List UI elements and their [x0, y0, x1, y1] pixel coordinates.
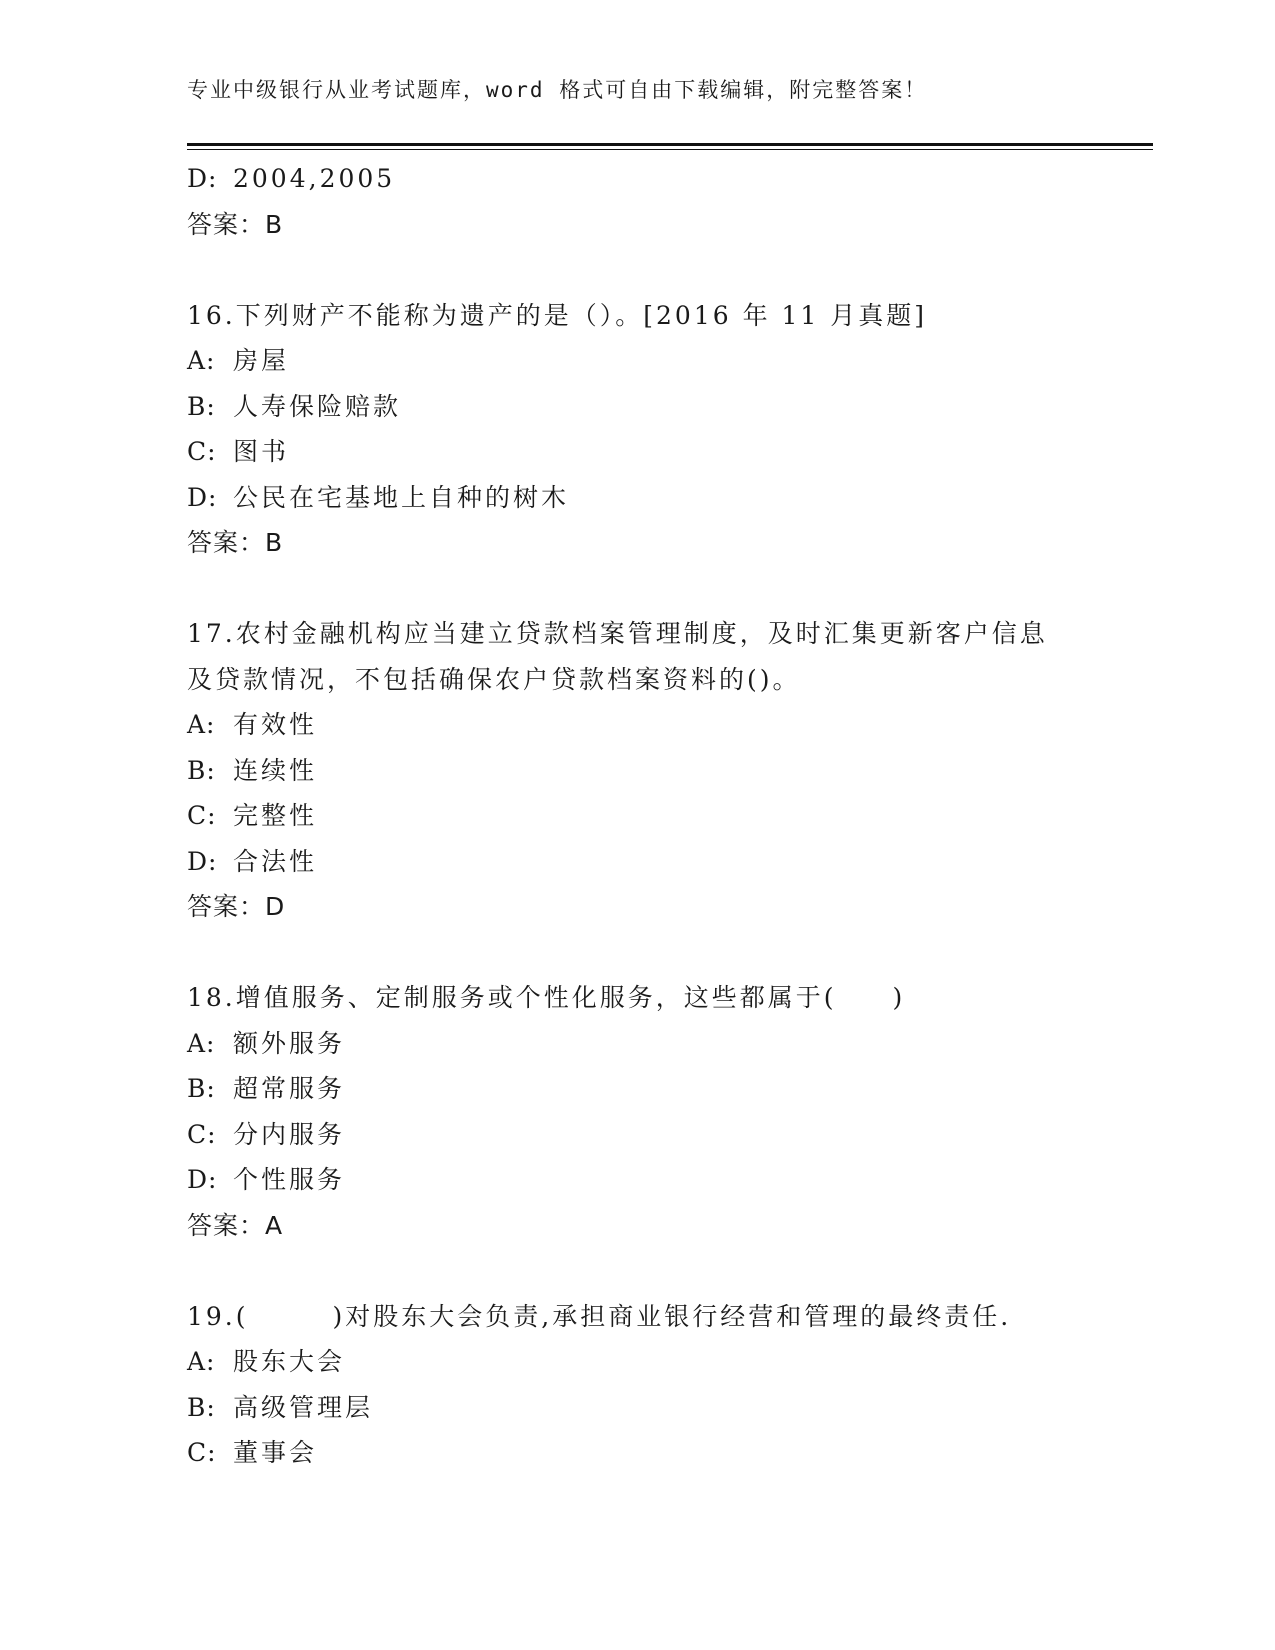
- option-text: 图书: [233, 437, 290, 466]
- option-letter: B:: [187, 1392, 216, 1422]
- option-letter: C:: [187, 801, 217, 830]
- option-letter: B:: [187, 391, 216, 421]
- option-letter: A:: [187, 346, 216, 375]
- option-row: [187, 1385, 1087, 1431]
- option-row: [187, 384, 1087, 430]
- option-letter: A:: [187, 1347, 216, 1376]
- option-text: 连续性: [233, 755, 318, 785]
- question-stem: 17.农村金融机构应当建立贷款档案管理制度，及时汇集更新客户信息: [187, 619, 1048, 648]
- option-text: 分内服务: [233, 1119, 346, 1149]
- option-row: [187, 1157, 1087, 1203]
- option-row: [187, 748, 1087, 794]
- option-row: [187, 1430, 1087, 1476]
- option-letter: C:: [187, 1119, 217, 1149]
- option-letter: C:: [187, 437, 217, 466]
- question-list: [187, 156, 1087, 1476]
- option-text: 人寿保险赔款: [233, 391, 402, 421]
- option-text: 房屋: [233, 346, 290, 375]
- option-row: [187, 1339, 1087, 1385]
- option-text: 董事会: [233, 1438, 318, 1467]
- option-letter: C:: [187, 1438, 217, 1467]
- option-text: 完整性: [233, 801, 318, 830]
- answer-line: 答案：B: [187, 209, 284, 239]
- option-letter: D:: [187, 482, 218, 512]
- option-text: 额外服务: [233, 1028, 346, 1058]
- option-letter: B:: [187, 755, 216, 785]
- question-stem: 及贷款情况，不包括确保农户贷款档案资料的()。: [187, 664, 801, 694]
- option-letter: D:: [187, 846, 218, 876]
- page-header: 专业中级银行从业考试题库，word 格式可自由下载编辑，附完整答案！: [187, 78, 928, 102]
- spacer: [187, 930, 1087, 976]
- option-row: [187, 839, 1087, 885]
- option-row: [187, 702, 1087, 748]
- spacer: [187, 1248, 1087, 1294]
- option-letter: D:: [187, 164, 218, 193]
- option-text: 2004,2005: [233, 164, 396, 193]
- option-text: 有效性: [233, 710, 318, 739]
- option-row: [187, 156, 1087, 202]
- option-row: [187, 793, 1087, 839]
- header-rule-thin: [187, 149, 1153, 150]
- header-rule-thick: [187, 143, 1153, 146]
- option-text: 合法性: [233, 846, 318, 876]
- option-letter: A:: [187, 710, 216, 739]
- answer-line: 答案：B: [187, 528, 284, 557]
- question-stem: 18.增值服务、定制服务或个性化服务，这些都属于( ): [187, 983, 906, 1012]
- option-text: 公民在宅基地上自种的树木: [233, 482, 570, 512]
- option-row: [187, 475, 1087, 521]
- option-row: [187, 1112, 1087, 1158]
- option-letter: D:: [187, 1165, 218, 1194]
- option-text: 个性服务: [233, 1165, 346, 1194]
- option-row: [187, 338, 1087, 384]
- option-text: 股东大会: [233, 1347, 346, 1376]
- question-stem: 16.下列财产不能称为遗产的是（）。[2016 年 11 月真题]: [187, 300, 928, 330]
- spacer: [187, 566, 1087, 612]
- option-row: [187, 1021, 1087, 1067]
- option-letter: B:: [187, 1074, 216, 1103]
- answer-line: 答案：A: [187, 1210, 284, 1240]
- question-stem: 19.( )对股东大会负责,承担商业银行经营和管理的最终责任.: [187, 1301, 1012, 1331]
- option-row: [187, 1066, 1087, 1112]
- option-letter: A:: [187, 1028, 216, 1058]
- spacer: [187, 247, 1087, 293]
- option-row: [187, 429, 1087, 475]
- option-text: 高级管理层: [233, 1392, 374, 1422]
- answer-line: 答案：D: [187, 892, 286, 921]
- option-text: 超常服务: [233, 1074, 346, 1103]
